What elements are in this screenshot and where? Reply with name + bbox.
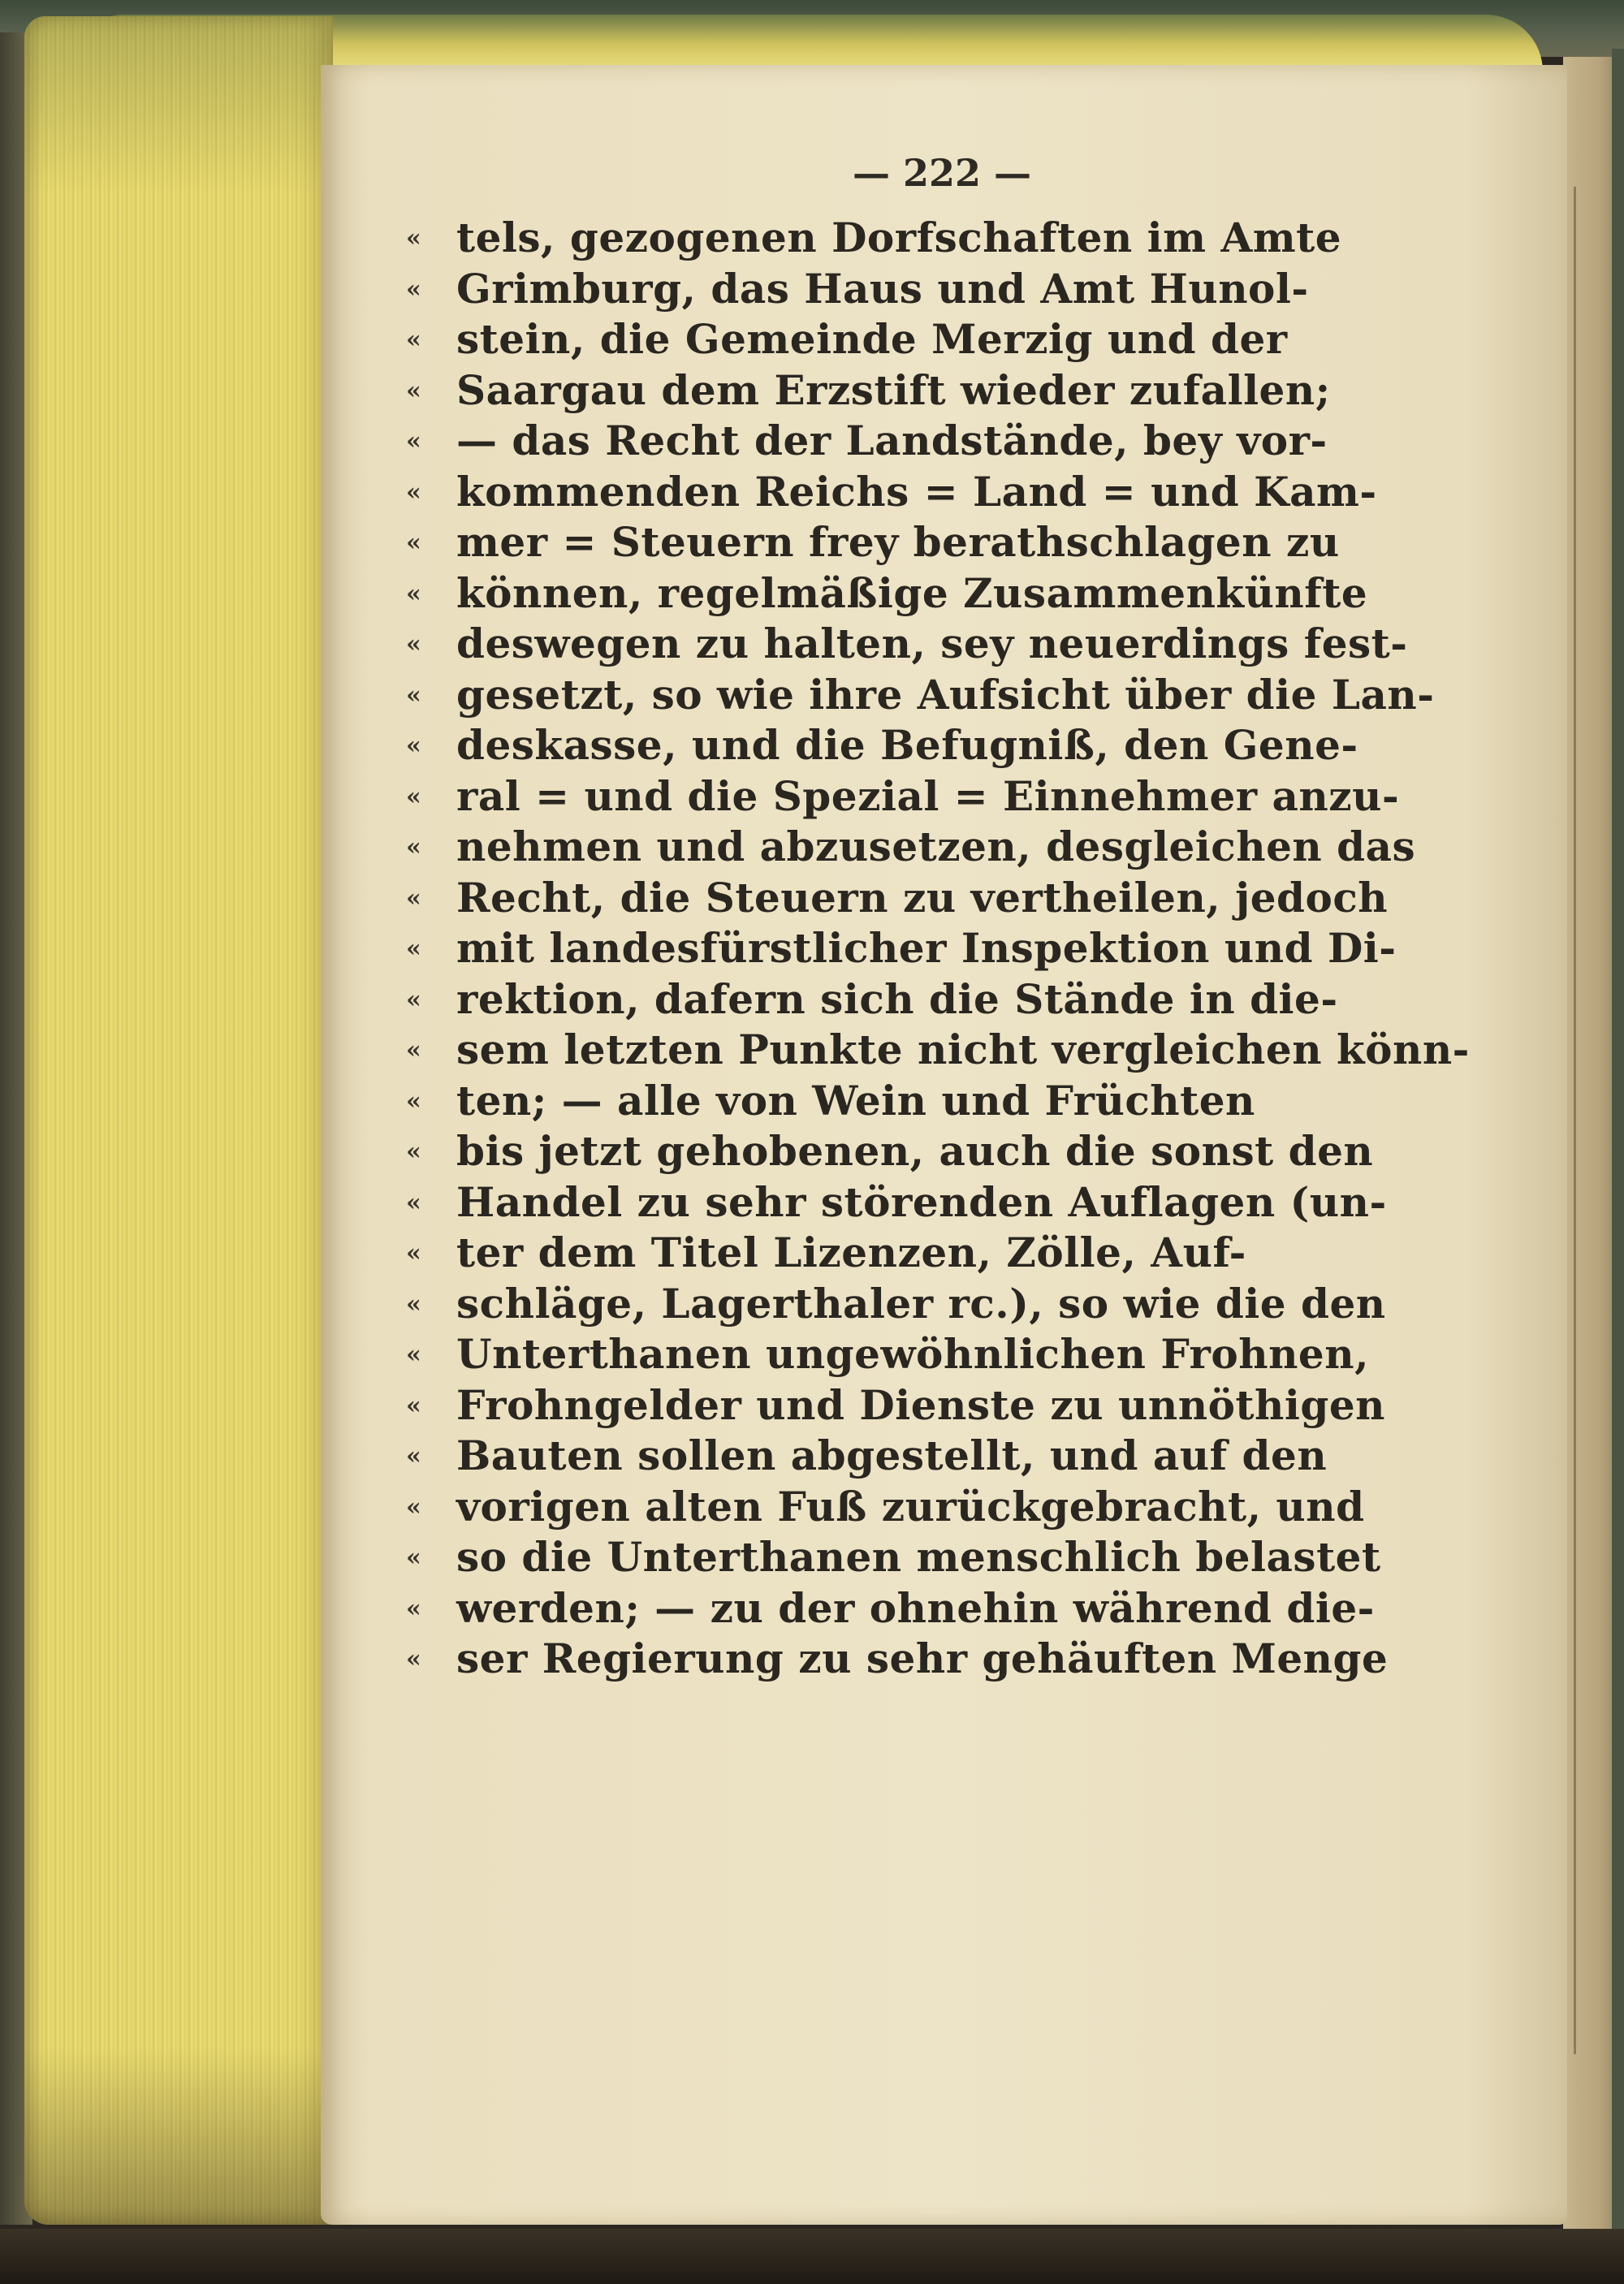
page-number: — 222 —: [852, 151, 1032, 195]
text-line: [406, 314, 1494, 365]
line-text: gesetzt, so wie ihre Aufsicht über die Lan-: [456, 670, 1435, 719]
quote-marker: «: [406, 833, 421, 861]
body-text: [406, 213, 1494, 1685]
line-text: Recht, die Steuern zu vertheilen, jedoch: [456, 873, 1389, 922]
line-text: bis jetzt gehobenen, auch die sonst den: [456, 1127, 1374, 1175]
line-text: Handel zu sehr störenden Auflagen (un-: [456, 1177, 1387, 1226]
facing-page-gutter: [1574, 187, 1576, 2054]
text-line: [406, 619, 1494, 670]
quote-marker: «: [406, 732, 421, 760]
line-text: — das Recht der Landstände, bey vor-: [456, 417, 1328, 464]
text-line: [406, 1126, 1494, 1177]
quote-marker: «: [406, 1138, 421, 1166]
quote-marker: «: [406, 1086, 421, 1116]
text-line: [406, 213, 1494, 264]
text-line: [406, 822, 1494, 873]
quote-marker: «: [406, 1188, 421, 1217]
line-text: ral = und die Spezial = Einnehmer anzu-: [456, 771, 1400, 820]
line-text: Grimburg, das Haus und Amt Hunol-: [456, 264, 1309, 313]
line-text: mit landesfürstlicher Inspektion und Di-: [456, 924, 1397, 972]
text-line: [406, 1583, 1494, 1634]
quote-marker: «: [406, 376, 421, 405]
line-text: Unterthanen ungewöhnlichen Frohnen,: [456, 1330, 1369, 1378]
line-text: Frohngelder und Dienste zu unnöthigen: [456, 1380, 1385, 1429]
line-text: tels, gezogenen Dorfschaften im Amte: [456, 214, 1342, 261]
line-text: ter dem Titel Lizenzen, Zölle, Auf-: [456, 1228, 1246, 1276]
text-line: [406, 264, 1494, 315]
quote-marker: «: [406, 985, 421, 1014]
quote-marker: «: [406, 224, 421, 253]
line-text: stein, die Gemeinde Merzig und der: [456, 315, 1288, 363]
line-text: ser Regierung zu sehr gehäuften Menge: [456, 1634, 1389, 1682]
line-text: kommenden Reichs = Land = und Kam-: [456, 467, 1377, 516]
line-text: werden; — zu der ohnehin während die-: [456, 1583, 1375, 1632]
line-text: deskasse, und die Befugniß, den Gene-: [456, 721, 1358, 769]
quote-marker: «: [406, 579, 421, 608]
quote-marker: «: [406, 1492, 421, 1522]
quote-marker: «: [406, 680, 421, 710]
line-text: rektion, dafern sich die Stände in die-: [456, 974, 1338, 1023]
line-text: mer = Steuern frey berathschlagen zu: [456, 518, 1340, 566]
text-line: [406, 1482, 1494, 1533]
quote-marker: «: [406, 1341, 421, 1369]
text-line: [406, 1431, 1494, 1482]
quote-marker: «: [406, 1594, 421, 1623]
text-line: [406, 1076, 1494, 1127]
quote-marker: «: [406, 782, 421, 811]
text-line: [406, 1228, 1494, 1279]
text-line: [406, 416, 1494, 467]
text-line: [406, 365, 1494, 417]
line-text: Bauten sollen abgestellt, und auf den: [456, 1431, 1328, 1479]
quote-marker: «: [406, 1544, 421, 1572]
line-text: so die Unterthanen menschlich belastet: [456, 1533, 1381, 1581]
line-text: ten; — alle von Wein und Früchten: [456, 1076, 1255, 1125]
quote-marker: «: [406, 883, 421, 913]
quote-marker: «: [406, 1645, 421, 1673]
line-text: deswegen zu halten, sey neuerdings fest-: [456, 620, 1408, 667]
text-line: [406, 1634, 1494, 1685]
text-line: [406, 670, 1494, 721]
quote-marker: «: [406, 1239, 421, 1267]
quote-marker: «: [406, 326, 421, 354]
line-text: Saargau dem Erzstift wieder zufallen;: [456, 365, 1331, 414]
text-line: [406, 467, 1494, 518]
text-line: [406, 720, 1494, 771]
text-line: [406, 1177, 1494, 1228]
quote-marker: «: [406, 477, 421, 507]
quote-marker: «: [406, 1036, 421, 1064]
bottom-shadow: [0, 2229, 1624, 2284]
text-line: [406, 1025, 1494, 1076]
line-text: nehmen und abzusetzen, desgleichen das: [456, 822, 1416, 870]
text-line: [406, 1279, 1494, 1330]
quote-marker: «: [406, 1442, 421, 1470]
line-text: können, regelmäßige Zusammenkünfte: [456, 568, 1368, 617]
book-cover-right: [1612, 49, 1624, 2257]
text-line: [406, 1532, 1494, 1583]
line-text: sem letzten Punkte nicht vergleichen könn-: [456, 1025, 1470, 1073]
quote-marker: «: [406, 427, 421, 456]
text-line: [406, 873, 1494, 924]
text-line: [406, 974, 1494, 1025]
text-line: [406, 1329, 1494, 1380]
quote-marker: «: [406, 1289, 421, 1319]
text-line: [406, 568, 1494, 620]
quote-marker: «: [406, 274, 421, 304]
text-line: [406, 1380, 1494, 1431]
quote-marker: «: [406, 1391, 421, 1420]
quote-marker: «: [406, 529, 421, 557]
page-edges: [24, 16, 333, 2225]
text-line: [406, 923, 1494, 974]
line-text: schläge, Lagerthaler rc.), so wie die den: [456, 1279, 1386, 1328]
text-line: [406, 517, 1494, 568]
text-line: [406, 771, 1494, 822]
line-text: vorigen alten Fuß zurückgebracht, und: [456, 1482, 1365, 1531]
quote-marker: «: [406, 630, 421, 658]
quote-marker: «: [406, 935, 421, 963]
